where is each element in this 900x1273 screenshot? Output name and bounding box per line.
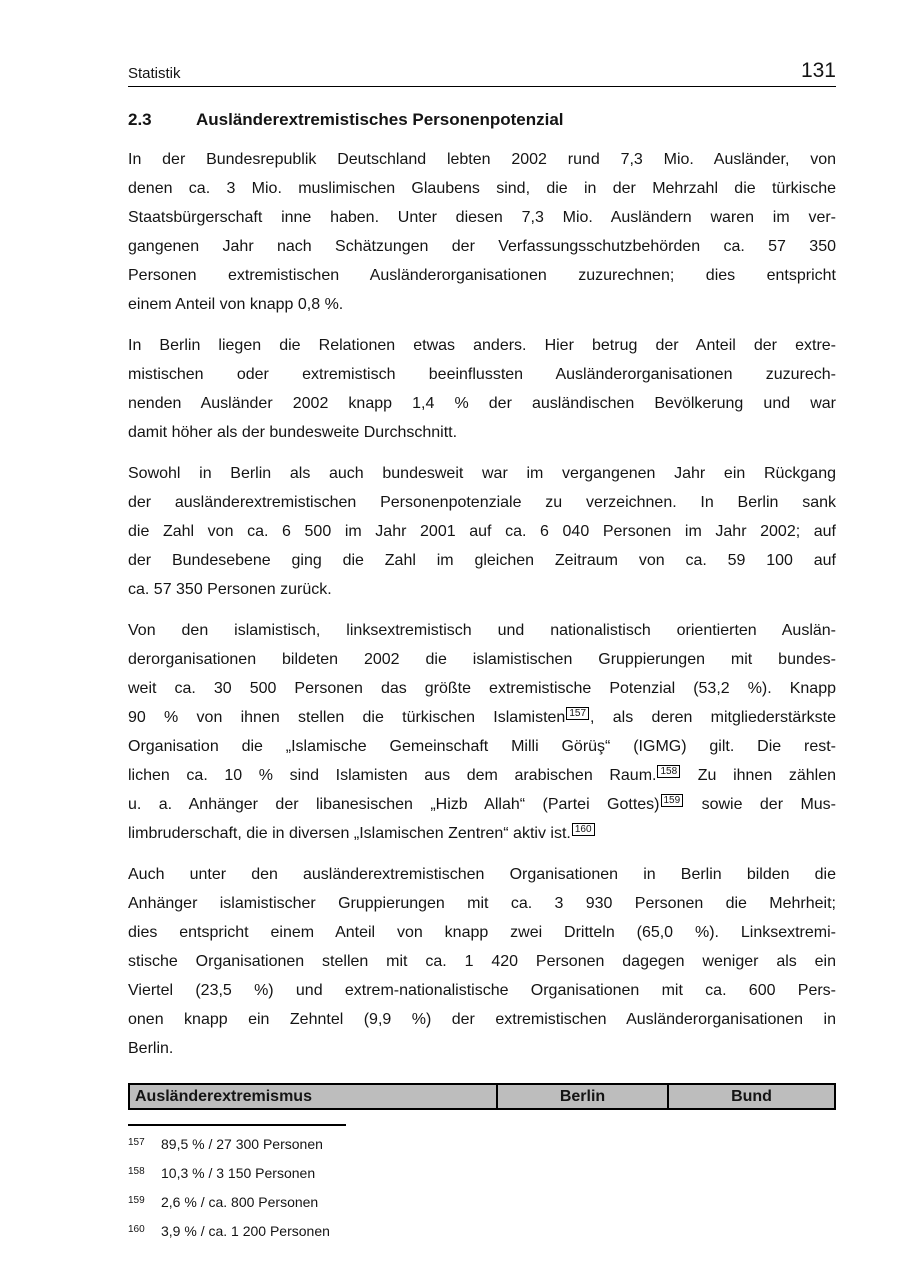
footnotes: [128, 1135, 836, 1243]
footnote-158: [128, 1164, 836, 1185]
footnote-157: [128, 1135, 836, 1156]
footnote-text: 10,3 % / 3 150 Personen: [161, 1165, 316, 1181]
text-line: Berlin.: [128, 1040, 174, 1057]
footnote-text: 3,9 % / ca. 1 200 Personen: [161, 1223, 330, 1239]
stats-table-header-row: [128, 1083, 836, 1110]
text-line: Von den islamistisch, linksextremistisch und nationalistisch orientierten Auslän-: [128, 622, 836, 639]
text-line: die Zahl von ca. 6 500 im Jahr 2001 auf ca. 6 040 Personen im Jahr 2002; auf: [128, 523, 836, 540]
text-line: u. a. Anhänger der libanesischen „Hizb Allah“ (Partei Gottes) $^{159}$ sowie der Mus-: [128, 795, 837, 813]
footnote-text: 89,5 % / 27 300 Personen: [161, 1136, 323, 1152]
text-line: In der Bundesrepublik Deutschland lebten 2002 rund 7,3 Mio. Ausländer, von: [128, 151, 836, 168]
text-line: weit ca. 30 500 Personen das größte extremistische Potenzial (53,2 %). Knapp: [128, 680, 836, 697]
table-col-bund: Bund: [667, 1085, 834, 1108]
text-line: Sowohl in Berlin als auch bundesweit war im vergangenen Jahr ein Rückgang: [128, 465, 836, 482]
text-line: mistischen oder extremistisch beeinflussten Ausländerorganisationen zuzurech-: [128, 366, 836, 383]
footnote-number: 157: [128, 1137, 145, 1148]
text-line: 90 % von ihnen stellen die türkischen Islamisten $^{157}$ , als deren mitgliederstärkste: [128, 708, 837, 726]
text-line: Auch unter den ausländerextremistischen Organisationen in Berlin bilden die: [128, 866, 836, 883]
text-line: limbruderschaft, die in diversen „Islamischen Zentren“ aktiv ist. $^{160}$: [128, 819, 836, 848]
text-line: dies entspricht einem Anteil von knapp zwei Dritteln (65,0 %). Linksextremi-: [128, 924, 836, 941]
header-title: Statistik: [128, 65, 181, 82]
text-line: onen knapp ein Zehntel (9,9 %) der extremistischen Ausländerorganisationen in: [128, 1011, 836, 1028]
text-line: der ausländerextremistischen Personenpotenziale zu verzeichnen. In Berlin sank: [128, 494, 836, 511]
footnote-ref-159[interactable]: 159: [661, 794, 684, 807]
paragraph: [128, 860, 836, 1063]
paragraphs: [128, 145, 836, 1063]
text-line: Viertel (23,5 %) und extrem-nationalistische Organisationen mit ca. 600 Pers-: [128, 982, 836, 999]
footnote-number: 158: [128, 1166, 145, 1177]
text-column: [128, 0, 836, 1243]
text-line: nenden Ausländer 2002 knapp 1,4 % der ausländischen Bevölkerung und war: [128, 395, 836, 412]
section-heading: [128, 109, 836, 130]
text-line: damit höher als der bundesweite Durchschnitt.: [128, 424, 458, 441]
text-line: Staatsbürgerschaft inne haben. Unter diesen 7,3 Mio. Ausländern waren im ver-: [128, 209, 836, 226]
text-line: denen ca. 3 Mio. muslimischen Glaubens sind, die in der Mehrzahl die türkische: [128, 180, 836, 197]
paragraph: [128, 145, 836, 319]
footnote-ref-157[interactable]: 157: [566, 707, 589, 720]
footnote-text: 2,6 % / ca. 800 Personen: [161, 1194, 319, 1210]
footnote-number: 159: [128, 1195, 145, 1206]
text-line: derorganisationen bildeten 2002 die islamistischen Gruppierungen mit bundes-: [128, 651, 836, 668]
table-col-berlin: Berlin: [496, 1085, 667, 1108]
running-header: [128, 0, 836, 87]
section-number: 2.3: [128, 110, 152, 129]
text-line: Anhänger islamistischer Gruppierungen mit ca. 3 930 Personen die Mehrheit;: [128, 895, 836, 912]
footnote-number: 160: [128, 1224, 145, 1235]
footnote-159: [128, 1193, 836, 1214]
footnote-ref-160[interactable]: 160: [572, 823, 595, 836]
section-title: Ausländerextremistisches Personenpotenzial: [196, 110, 564, 129]
footnote-ref-158[interactable]: 158: [657, 765, 680, 778]
text-line: stische Organisationen stellen mit ca. 1 420 Personen dagegen weniger als ein: [128, 953, 836, 970]
text-line: der Bundesebene ging die Zahl im gleichen Zeitraum von ca. 59 100 auf: [128, 552, 836, 569]
text-line: ca. 57 350 Personen zurück.: [128, 581, 332, 598]
footnote-separator: [128, 1124, 346, 1126]
page-number: 131: [800, 59, 836, 82]
text-line: einem Anteil von knapp 0,8 %.: [128, 296, 344, 313]
text-line: Personen extremistischen Ausländerorganisationen zuzurechnen; dies entspricht: [128, 267, 836, 284]
text-line: In Berlin liegen die Relationen etwas anders. Hier betrug der Anteil der extre-: [128, 337, 836, 354]
paragraph: [128, 459, 836, 604]
paragraph: [128, 616, 836, 848]
footnote-160: [128, 1222, 836, 1243]
paragraph: [128, 331, 836, 447]
text-line: gangenen Jahr nach Schätzungen der Verfassungsschutzbehörden ca. 57 350: [128, 238, 836, 255]
table-col-auslaenderextremismus: Ausländerextremismus: [135, 1088, 312, 1105]
text-line: Organisation die „Islamische Gemeinschaft Milli Görüş“ (IGMG) gilt. Die rest-: [128, 738, 836, 755]
text-line: lichen ca. 10 % sind Islamisten aus dem arabischen Raum. $^{158}$ Zu ihnen zählen: [128, 766, 836, 784]
